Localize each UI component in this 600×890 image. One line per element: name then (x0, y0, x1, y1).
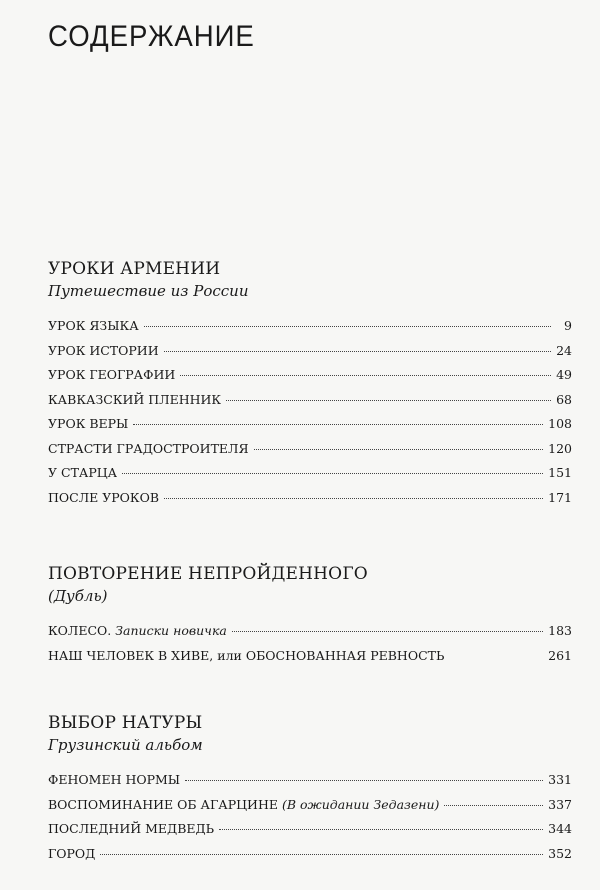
entry-page: 331 (548, 772, 572, 787)
entry-page: 68 (556, 391, 572, 407)
entry-title: ГОРОД (48, 845, 96, 861)
entry-page: 183 (548, 623, 572, 638)
section-subtitle: Грузинский альбом (48, 736, 203, 754)
toc-entry[interactable] (48, 797, 572, 822)
toc-section-vybor-natury (48, 712, 572, 870)
entry-title: УРОК ИСТОРИИ (48, 342, 159, 358)
entry-page: 151 (548, 465, 572, 480)
toc-section-povtorenie (48, 563, 572, 672)
toc-entry[interactable] (48, 343, 572, 368)
section-title: ПОВТОРЕНИЕ НЕПРОЙДЕННОГО (48, 564, 368, 584)
entry-title: КОЛЕСО. (48, 623, 112, 638)
entry-page: 49 (556, 367, 572, 382)
dot-leader (180, 375, 551, 376)
entry-note: (В ожидании Зедазени) (281, 796, 440, 812)
page-title: СОДЕРЖАНИЕ (48, 20, 255, 53)
entry-page: 24 (556, 342, 572, 358)
section-title: ВЫБОР НАТУРЫ (48, 713, 203, 733)
entry-title: УРОК ВЕРЫ (48, 416, 129, 431)
toc-section-uroki-armenii (48, 258, 572, 514)
entry-title: СТРАСТИ ГРАДОСТРОИТЕЛЯ (48, 440, 249, 456)
entry-title: ПОСЛЕДНИЙ МЕДВЕДЬ (48, 821, 215, 836)
toc-entry[interactable] (48, 821, 572, 846)
dot-leader (185, 780, 543, 781)
entry-title: У СТАРЦА (48, 465, 118, 480)
dot-leader (164, 498, 543, 499)
toc-entry[interactable] (48, 416, 572, 441)
section-subtitle: Путешествие из России (48, 282, 249, 300)
entry-page: 261 (548, 647, 572, 663)
entry-title: КАВКАЗСКИЙ ПЛЕННИК (48, 391, 222, 407)
entry-title: НАШ ЧЕЛОВЕК В ХИВЕ, или ОБОСНОВАННАЯ РЕВНОСТЬ (48, 647, 445, 663)
entry-page: 9 (564, 318, 572, 333)
dot-leader (444, 805, 543, 806)
dot-leader (122, 473, 543, 474)
entry-page: 108 (548, 416, 572, 431)
dot-leader (133, 424, 543, 425)
toc-entry[interactable] (48, 846, 572, 871)
entry-page: 337 (548, 796, 572, 812)
toc-entry[interactable] (48, 490, 572, 515)
entry-page: 352 (548, 845, 572, 861)
toc-entry[interactable] (48, 772, 572, 797)
dot-leader (164, 351, 551, 352)
toc-entry[interactable] (48, 367, 572, 392)
toc-entry[interactable] (48, 392, 572, 417)
entry-note: Записки новичка (115, 623, 227, 638)
section-title: УРОКИ АРМЕНИИ (48, 259, 221, 279)
entry-page: 120 (548, 440, 572, 456)
entry-title: УРОК ГЕОГРАФИИ (48, 367, 176, 382)
entry-title: ПОСЛЕ УРОКОВ (48, 489, 160, 505)
dot-leader (226, 400, 551, 401)
toc-entry[interactable] (48, 623, 572, 648)
dot-leader (144, 326, 551, 327)
entry-title: УРОК ЯЗЫКА (48, 318, 139, 333)
toc-entry[interactable] (48, 465, 572, 490)
dot-leader (254, 449, 544, 450)
dot-leader (232, 631, 543, 632)
entry-page: 171 (548, 489, 572, 505)
entry-title: ФЕНОМЕН НОРМЫ (48, 772, 181, 787)
section-subtitle: (Дубль) (48, 587, 108, 605)
toc-entry[interactable] (48, 441, 572, 466)
toc-entry[interactable] (48, 648, 572, 673)
dot-leader (219, 829, 543, 830)
entry-page: 344 (548, 821, 572, 836)
toc-entry[interactable] (48, 318, 572, 343)
entry-title: ВОСПОМИНАНИЕ ОБ АГАРЦИНЕ (48, 796, 278, 812)
dot-leader (100, 854, 543, 855)
